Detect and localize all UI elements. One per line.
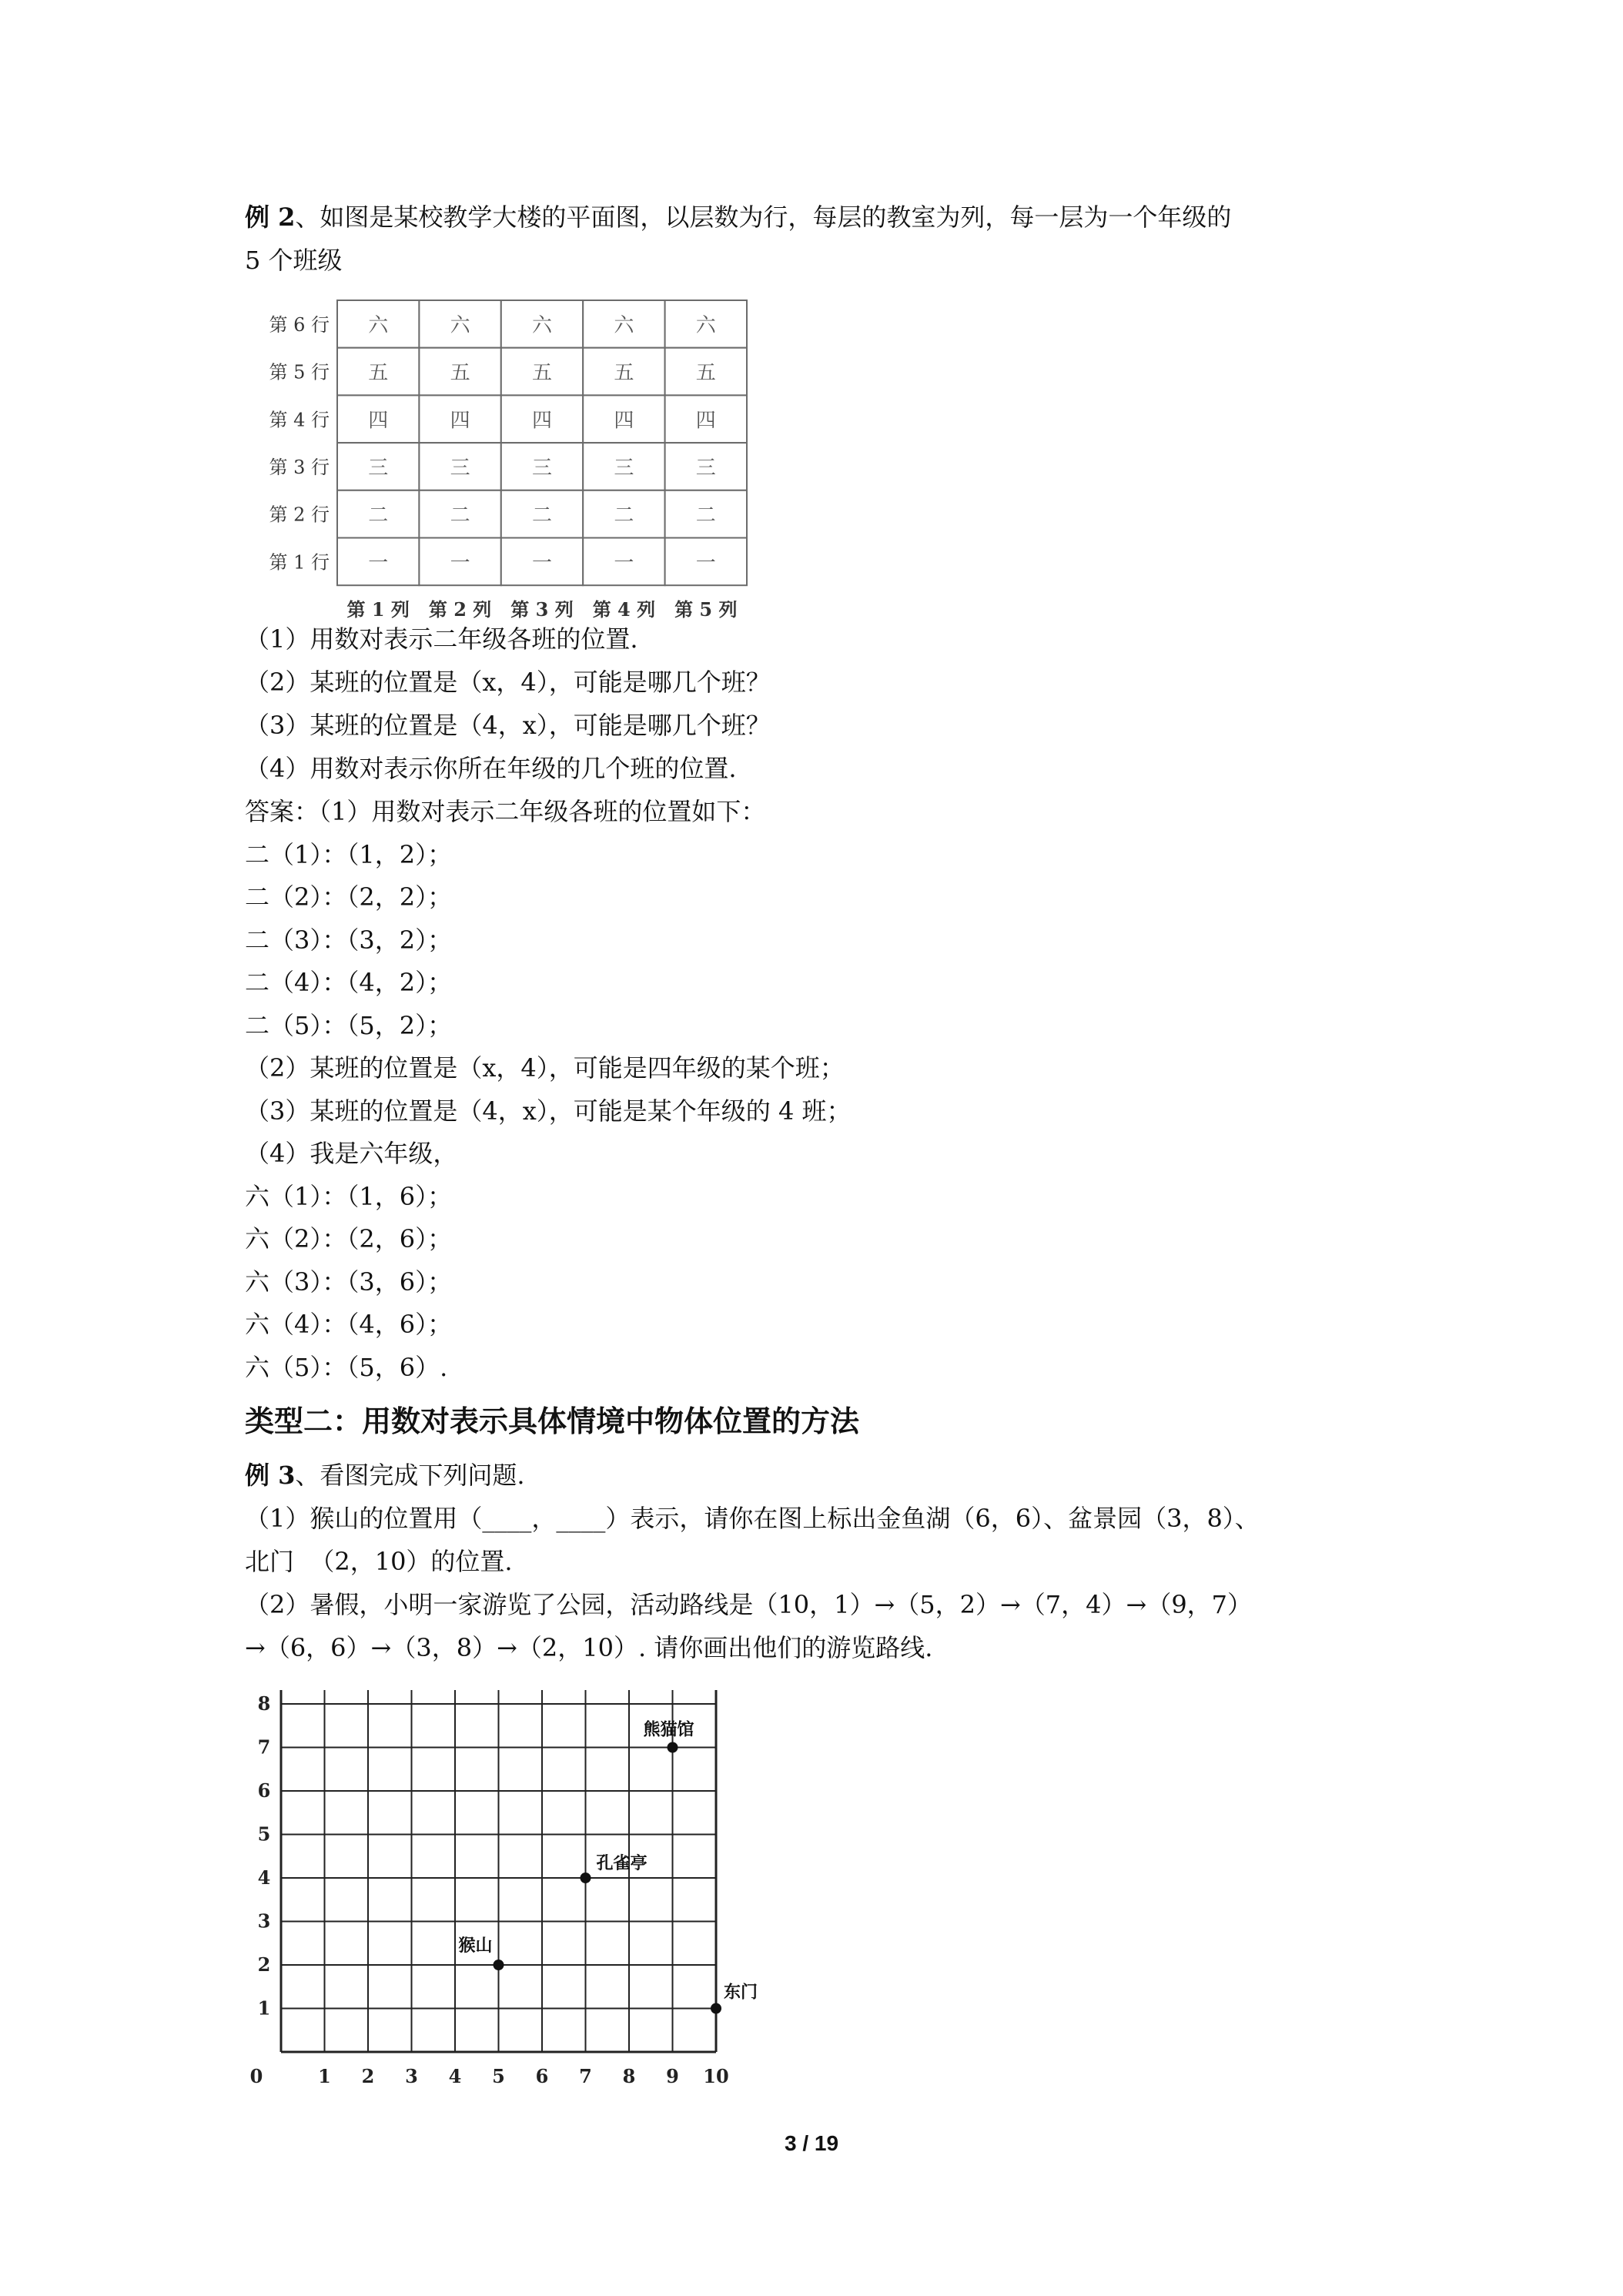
example2-intro-text: 、如图是某校教学大楼的平面图，以层数为行，每层的教室为列，每一层为一个年级的 (295, 202, 1232, 232)
cell-grade-label: 三 (368, 456, 389, 480)
data-point (668, 1742, 678, 1753)
answer-line: 六（3）：（3，6）； (245, 1267, 453, 1297)
cell-grade-label: 五 (531, 361, 553, 385)
cell-grade-label: 六 (614, 313, 634, 337)
example2-label: 例 2 (245, 202, 296, 232)
cell-grade-label: 六 (368, 313, 389, 337)
cell-grade-label: 五 (450, 361, 470, 385)
row-label: 第 3 行 (269, 456, 330, 478)
example3-q2-line1: （2）暑假，小明一家游览了公园，活动路线是（10，1）→（5，2）→（7，4）→（9，7） (245, 1590, 1253, 1619)
example3-q1-line1: （1）猴山的位置用（____，____）表示，请你在图上标出金鱼湖（6，6）、盆景园（3，8）、 (245, 1504, 1260, 1533)
example2-intro-line1 (245, 202, 1231, 233)
x-tick-label: 6 (535, 2065, 549, 2087)
column-label: 第 1 列 (346, 598, 410, 620)
point-label: 猴山 (458, 1936, 493, 1956)
column-label: 第 2 列 (428, 598, 492, 620)
data-point (711, 2003, 721, 2014)
example2-intro-line2: 5 个班级 (245, 246, 343, 275)
example3-q1-line2: 北门 （2，10）的位置. (245, 1547, 513, 1576)
column-label: 第 5 列 (674, 598, 738, 620)
answer-line: 六（1）：（1，6）； (245, 1181, 453, 1211)
cell-grade-label: 四 (614, 409, 634, 433)
x-tick-label: 8 (622, 2065, 636, 2087)
cell-grade-label: 一 (531, 551, 553, 575)
cell-grade-label: 二 (614, 504, 634, 527)
cell-grade-label: 三 (450, 456, 470, 480)
cell-grade-label: 一 (450, 551, 470, 575)
example3-label: 例 3 (245, 1461, 296, 1490)
x-tick-label: 1 (318, 2065, 331, 2087)
cell-grade-label: 六 (450, 313, 470, 337)
y-tick-label: 7 (257, 1735, 271, 1759)
answer-line: 六（5）：（5，6）. (245, 1352, 448, 1382)
x-tick-label: 10 (703, 2065, 729, 2087)
cell-grade-label: 三 (531, 456, 553, 480)
answer-line: （4）我是六年级， (245, 1139, 458, 1168)
example3-intro-text: 、看图完成下列问题. (295, 1461, 525, 1490)
y-tick-label: 2 (257, 1953, 271, 1976)
example3-intro (245, 1460, 525, 1491)
cell-grade-label: 六 (531, 313, 553, 337)
cell-grade-label: 一 (368, 551, 389, 575)
y-tick-label: 6 (257, 1779, 271, 1802)
column-label: 第 3 列 (510, 598, 574, 620)
x-tick-label: 9 (666, 2065, 679, 2087)
point-label: 熊猫馆 (643, 1719, 694, 1740)
column-label: 第 4 列 (592, 598, 656, 620)
question-line: （2）某班的位置是（x，4），可能是哪几个班？ (245, 668, 771, 697)
row-label: 第 1 行 (269, 551, 330, 574)
y-tick-label: 1 (257, 1996, 271, 2020)
x-tick-label: 7 (579, 2065, 592, 2087)
row-label: 第 4 行 (269, 409, 330, 431)
answer-line: 答案：（1）用数对表示二年级各班的位置如下： (245, 797, 766, 826)
x-tick-label: 3 (405, 2065, 418, 2087)
data-point (581, 1873, 591, 1883)
page-number: 3 / 19 (784, 2131, 839, 2155)
row-label: 第 5 行 (269, 361, 330, 383)
x-tick-label: 2 (361, 2065, 375, 2087)
point-label: 孔雀亭 (596, 1853, 648, 1873)
answer-line: 二（1）：（1，2）； (245, 839, 453, 869)
cell-grade-label: 四 (450, 409, 470, 433)
cell-grade-label: 四 (695, 409, 716, 433)
cell-grade-label: 二 (531, 504, 553, 527)
cell-grade-label: 一 (614, 551, 634, 575)
question-line: （4）用数对表示你所在年级的几个班的位置. (245, 754, 737, 783)
cell-grade-label: 二 (695, 504, 716, 527)
example3-q2-line2: →（6，6）→（3，8）→（2，10）. 请你画出他们的游览路线. (245, 1633, 933, 1662)
cell-grade-label: 二 (450, 504, 470, 527)
x-tick-label: 0 (249, 2065, 263, 2087)
cell-grade-label: 四 (531, 409, 553, 433)
cell-grade-label: 六 (695, 313, 716, 337)
cell-grade-label: 五 (368, 361, 389, 385)
cell-grade-label: 三 (614, 456, 634, 480)
answer-line: 二（3）：（3，2）； (245, 925, 453, 955)
cell-grade-label: 一 (695, 551, 716, 575)
answer-line: 六（2）：（2，6）； (245, 1224, 453, 1253)
cell-grade-label: 二 (368, 504, 389, 527)
row-label: 第 6 行 (269, 313, 330, 336)
cell-grade-label: 五 (614, 361, 634, 385)
answer-line: 二（5）：（5，2）； (245, 1010, 453, 1040)
x-tick-label: 4 (448, 2065, 462, 2087)
question-line: （3）某班的位置是（4，x），可能是哪几个班？ (245, 711, 771, 740)
classroom-floor-plan (254, 296, 793, 620)
park-coordinate-grid (243, 1690, 781, 2090)
answer-line: 六（4）：（4，6）； (245, 1310, 453, 1339)
x-tick-label: 5 (492, 2065, 505, 2087)
answer-line: （2）某班的位置是（x，4），可能是四年级的某个班； (245, 1053, 845, 1083)
point-label: 东门 (724, 1982, 758, 2003)
answer-line: 二（2）：（2，2）； (245, 882, 453, 912)
cell-grade-label: 五 (695, 361, 716, 385)
y-tick-label: 5 (257, 1822, 271, 1846)
y-tick-label: 3 (257, 1909, 271, 1933)
question-line: （1）用数对表示二年级各班的位置. (245, 624, 638, 654)
y-tick-label: 8 (257, 1692, 271, 1715)
section-heading: 类型二：用数对表示具体情境中物体位置的方法 (245, 1404, 860, 1438)
y-tick-label: 4 (257, 1866, 271, 1889)
answer-line: （3）某班的位置是（4，x），可能是某个年级的 4 班； (245, 1096, 852, 1126)
cell-grade-label: 四 (368, 409, 389, 433)
answer-line: 二（4）：（4，2）； (245, 968, 453, 997)
row-label: 第 2 行 (269, 504, 330, 526)
data-point (494, 1960, 504, 1970)
cell-grade-label: 三 (695, 456, 716, 480)
